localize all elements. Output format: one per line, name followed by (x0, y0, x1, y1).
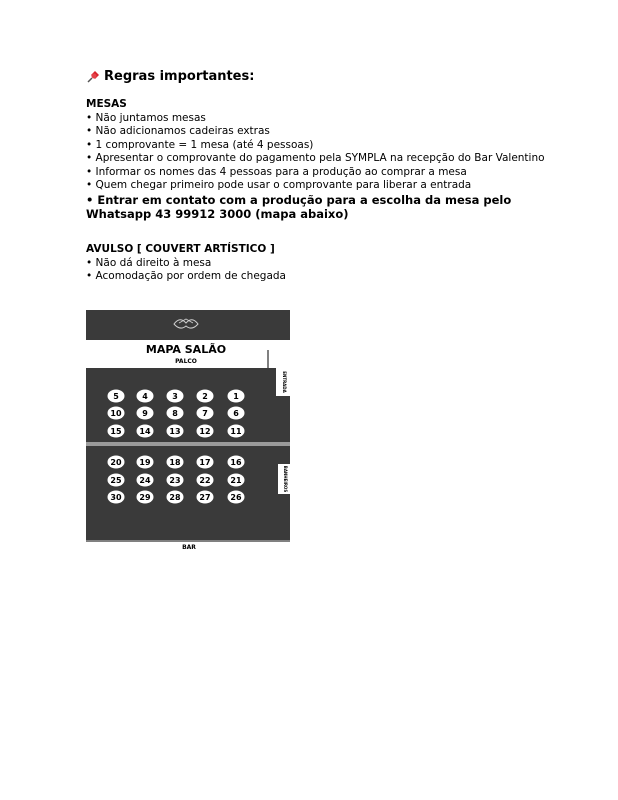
table-24 (137, 474, 154, 487)
table-number: 8 (172, 409, 178, 418)
table-1 (228, 390, 245, 403)
table-7 (197, 407, 214, 420)
avulso-section (86, 243, 286, 284)
avulso-rule: • Acomodação por ordem de chegada (86, 270, 286, 282)
mesas-rule: • Não juntamos mesas (86, 111, 206, 124)
table-11 (228, 425, 245, 438)
table-15 (108, 425, 125, 438)
table-number: 25 (110, 476, 122, 485)
table-21 (228, 474, 245, 487)
table-number: 1 (233, 392, 239, 401)
avulso-title: AVULSO [ COUVERT ARTÍSTICO ] (86, 243, 275, 255)
table-2 (197, 390, 214, 403)
mesas-title: MESAS (86, 98, 127, 110)
mesas-section (86, 98, 545, 221)
table-number: 26 (230, 493, 242, 502)
map-divider (86, 442, 290, 446)
table-22 (197, 474, 214, 487)
table-13 (167, 425, 184, 438)
table-number: 24 (139, 476, 151, 485)
table-number: 10 (110, 409, 122, 418)
table-number: 15 (110, 427, 122, 436)
table-number: 3 (172, 392, 178, 401)
heading-title: Regras importantes: (104, 69, 255, 84)
table-3 (167, 390, 184, 403)
table-26 (228, 491, 245, 504)
entrance-label: ENTRADA (282, 371, 287, 393)
stage-label: PALCO (175, 358, 197, 365)
table-25 (108, 474, 125, 487)
table-9 (137, 407, 154, 420)
mesas-contact-rule: • Entrar em contato com a produção para a escolha da mesa pelo Whatsapp 43 99912 3000 (mapa abaixo) (86, 192, 512, 221)
map-title: MAPA SALÃO (145, 343, 227, 356)
table-number: 13 (169, 427, 181, 436)
map-header-band (86, 310, 290, 340)
table-17 (197, 456, 214, 469)
table-27 (197, 491, 214, 504)
salon-map (86, 310, 290, 556)
avulso-rule: • Não dá direito à mesa (86, 256, 212, 269)
table-number: 5 (113, 392, 119, 401)
table-16 (228, 456, 245, 469)
table-30 (108, 491, 125, 504)
table-number: 23 (169, 476, 181, 485)
table-number: 29 (139, 493, 151, 502)
table-23 (167, 474, 184, 487)
table-number: 16 (230, 458, 242, 467)
table-number: 14 (139, 427, 151, 436)
table-5 (108, 390, 125, 403)
mesas-rule: • Apresentar o comprovante do pagamento pela SYMPLA na recepção do Bar Valentino (86, 152, 545, 164)
table-number: 4 (142, 392, 148, 401)
table-20 (108, 456, 125, 469)
table-19 (137, 456, 154, 469)
table-number: 9 (142, 409, 148, 418)
table-8 (167, 407, 184, 420)
bar-label: BAR (182, 544, 196, 551)
table-number: 12 (199, 427, 211, 436)
table-28 (167, 491, 184, 504)
pushpin-icon (86, 70, 100, 84)
table-number: 21 (230, 476, 242, 485)
table-number: 27 (199, 493, 211, 502)
table-number: 6 (233, 409, 239, 418)
mesas-rule: • Quem chegar primeiro pode usar o comprovante para liberar a entrada (86, 179, 472, 191)
table-12 (197, 425, 214, 438)
restroom-label: BANHEIROS (283, 465, 288, 493)
table-number: 19 (139, 458, 151, 467)
table-6 (228, 407, 245, 420)
table-14 (137, 425, 154, 438)
table-number: 11 (230, 427, 242, 436)
mesas-rule: • Não adicionamos cadeiras extras (86, 125, 270, 137)
mesas-rule: • Informar os nomes das 4 pessoas para a produção ao comprar a mesa (86, 165, 467, 178)
table-number: 20 (110, 458, 122, 467)
section-heading (86, 69, 254, 84)
table-number: 2 (202, 392, 208, 401)
table-18 (167, 456, 184, 469)
table-number: 7 (202, 409, 208, 418)
table-number: 18 (169, 458, 181, 467)
table-4 (137, 390, 154, 403)
table-number: 22 (199, 476, 211, 485)
table-number: 17 (199, 458, 211, 467)
table-29 (137, 491, 154, 504)
mesas-rule: • 1 comprovante = 1 mesa (até 4 pessoas) (86, 138, 314, 151)
table-10 (108, 407, 125, 420)
salon-map-graphic (86, 310, 290, 556)
table-number: 28 (169, 493, 181, 502)
table-number: 30 (110, 493, 122, 502)
